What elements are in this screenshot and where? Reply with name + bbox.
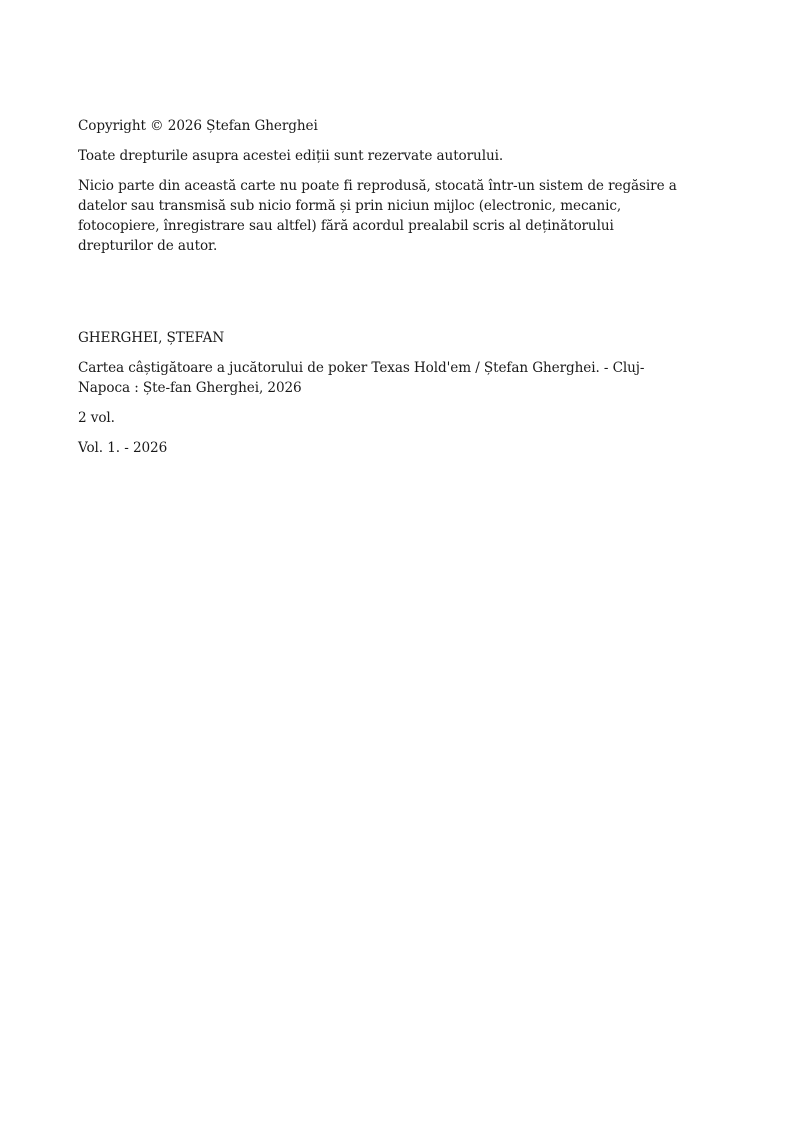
page-content [78,116,690,468]
section-spacer [78,266,690,328]
volume-count: 2 vol. [78,410,115,426]
author-heading: GHERGHEI, ȘTEFAN [78,330,225,346]
copyright-line: Copyright © 2026 Ștefan Gherghei [78,118,318,134]
reproduction-notice: Nicio parte din această carte nu poate fi reprodusă, stocată într-un sistem de regăsire a datelor sau transmisă sub nicio formă și prin niciun mijloc (electronic, mecanic, fotocopiere, înregistrare sau altfel) fără acordul prealabil scris al deținătorului drepturilor de autor. [78,178,677,254]
title-entry: Cartea câștigătoare a jucătorului de poker Texas Hold'em / Ștefan Gherghei. - Cluj-Napoca : Ște-fan Gherghei, 2026 [78,360,645,396]
volume-entry: Vol. 1. - 2026 [78,440,168,456]
rights-reserved-text: Toate drepturile asupra acestei ediții sunt rezervate autorului. [78,148,504,164]
